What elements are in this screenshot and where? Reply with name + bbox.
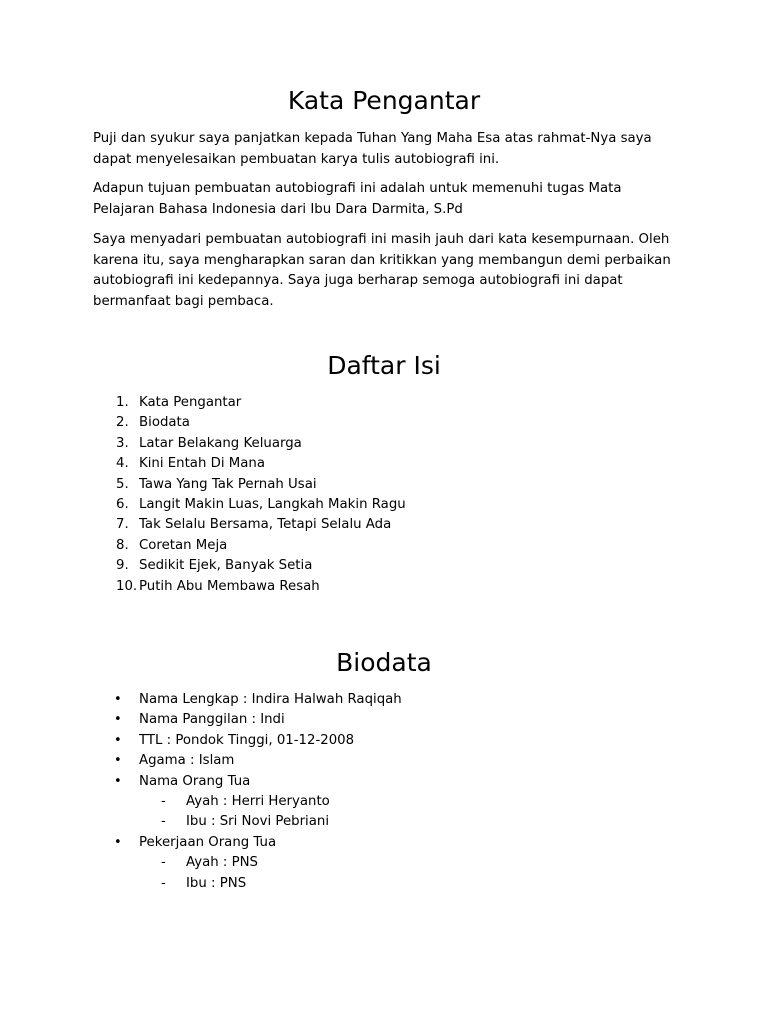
toc-item <box>0 434 768 454</box>
biodata-item-text: Pekerjaan Orang Tua <box>139 834 277 850</box>
biodata-item-text: Nama Orang Tua <box>139 773 251 789</box>
toc-item-text: Coretan Meja <box>139 537 228 553</box>
toc-item-text: Tak Selalu Bersama, Tetapi Selalu Ada <box>139 517 392 533</box>
bullet-icon: • <box>114 753 122 769</box>
toc-item-text: Kata Pengantar <box>139 395 242 410</box>
toc-number: 6. <box>116 496 129 512</box>
biodata-item <box>0 772 768 792</box>
toc-item <box>0 454 768 474</box>
toc-item-text: Putih Abu Membawa Resah <box>139 578 320 594</box>
biodata-sub-item-text: Ibu : PNS <box>186 875 247 891</box>
toc-number: 5. <box>116 476 129 492</box>
biodata-item <box>0 710 768 730</box>
bullet-icon: • <box>114 732 122 748</box>
biodata-sub-item <box>0 792 768 812</box>
biodata-item <box>0 833 768 853</box>
biodata-sub-item <box>0 874 768 894</box>
biodata-item <box>0 731 768 751</box>
toc-item-text: Biodata <box>139 415 190 431</box>
biodata-item <box>0 751 768 771</box>
biodata-item-text: TTL : Pondok Tinggi, 01-12-2008 <box>139 732 355 748</box>
biodata-list <box>0 690 768 894</box>
dash-icon: - <box>161 814 166 830</box>
toc-item <box>0 393 768 413</box>
toc-number: 2. <box>116 415 129 431</box>
heading-kata-pengantar: Kata Pengantar <box>287 86 481 115</box>
toc-item <box>0 495 768 515</box>
biodata-item-text: Nama Panggilan : Indi <box>139 712 285 728</box>
biodata-item-text: Agama : Islam <box>139 753 235 769</box>
paragraph-intro-2: Adapun tujuan pembuatan autobiografi ini adalah untuk memenuhi tugas Mata Pelajaran Bahasa Indonesia dari Ibu Dara Darmita, S.Pd <box>93 181 622 217</box>
toc-number: 9. <box>116 558 129 574</box>
toc-item <box>0 413 768 433</box>
bullet-icon: • <box>114 834 122 850</box>
bullet-icon: • <box>114 692 122 707</box>
heading-daftar-isi: Daftar Isi <box>327 351 441 380</box>
toc-item-text: Tawa Yang Tak Pernah Usai <box>139 476 317 492</box>
toc-item <box>0 556 768 576</box>
toc-number: 3. <box>116 435 129 451</box>
toc-number: 7. <box>116 517 129 533</box>
table-of-contents-list <box>0 393 768 597</box>
biodata-item <box>0 690 768 710</box>
biodata-sub-item-text: Ayah : Herri Heryanto <box>186 793 330 809</box>
heading-biodata: Biodata <box>336 648 432 677</box>
toc-item <box>0 515 768 535</box>
toc-item <box>0 475 768 495</box>
toc-number: 1. <box>116 395 129 410</box>
biodata-item-text: Nama Lengkap : Indira Halwah Raqiqah <box>139 692 402 707</box>
dash-icon: - <box>161 793 166 809</box>
dash-icon: - <box>161 855 166 871</box>
biodata-sub-item-text: Ayah : PNS <box>186 855 258 871</box>
toc-item-text: Langit Makin Luas, Langkah Makin Ragu <box>139 496 406 512</box>
toc-item-text: Latar Belakang Keluarga <box>139 435 302 451</box>
dash-icon: - <box>161 875 166 891</box>
toc-item-text: Sedikit Ejek, Banyak Setia <box>139 558 313 574</box>
toc-item-text: Kini Entah Di Mana <box>139 456 265 472</box>
biodata-sub-item <box>0 853 768 873</box>
toc-item <box>0 577 768 597</box>
paragraph-intro-3: Saya menyadari pembuatan autobiografi ini masih jauh dari kata kesempurnaan. Oleh karena itu, saya mengharapkan saran dan kritikkan yang membangun demi perbaikan autobiografi ini kedepannya. Saya juga berharap semoga autobiografi ini dapat bermanfaat bagi pembaca. <box>93 232 671 309</box>
toc-item <box>0 536 768 556</box>
toc-number: 8. <box>116 537 129 553</box>
biodata-sub-item <box>0 812 768 832</box>
bullet-icon: • <box>114 712 122 728</box>
toc-number: 4. <box>116 456 129 472</box>
paragraph-intro-1: Puji dan syukur saya panjatkan kepada Tuhan Yang Maha Esa atas rahmat-Nya saya dapat menyelesaikan pembuatan karya tulis autobiografi ini. <box>93 131 652 167</box>
biodata-sub-item-text: Ibu : Sri Novi Pebriani <box>186 814 330 830</box>
toc-number: 10. <box>116 578 138 594</box>
bullet-icon: • <box>114 773 122 789</box>
